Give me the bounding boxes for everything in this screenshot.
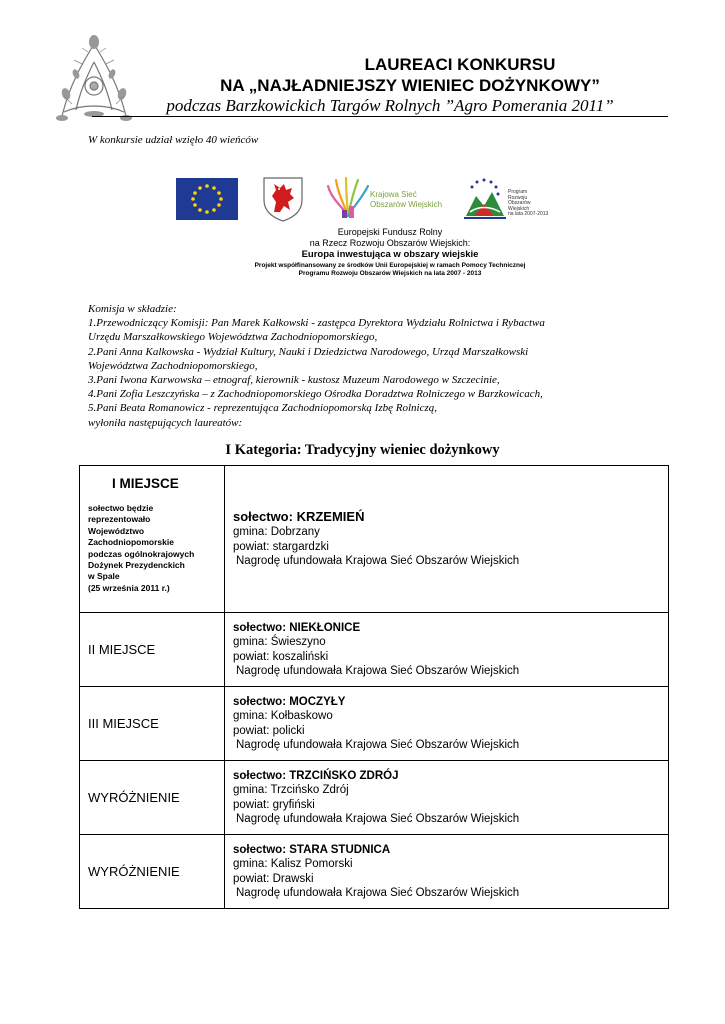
gmina-text: gmina: Kołbaskowo — [233, 710, 333, 722]
ksow-network-logo — [324, 176, 372, 220]
laureate-cell — [225, 761, 669, 835]
prow-logo-line4: Wiejskich — [508, 205, 530, 212]
place-note-line: (25 września 2011 r.) — [88, 582, 170, 593]
committee-line: 5.Pani Beata Romanowicz - reprezentująca Zachodniopomorską Izbę Rolniczą, — [88, 402, 437, 415]
laureate-cell — [225, 687, 669, 761]
category-heading: I Kategoria: Tradycyjny wieniec dożynkowy — [225, 442, 500, 458]
fund-line2: na Rzecz Rozwoju Obszarów Wiejskich: — [309, 238, 471, 248]
page-title-line1: LAUREACI KONKURSU — [364, 55, 556, 74]
place-note-line: Województwo — [88, 525, 145, 536]
place-note-line: Dożynek Prezydenckich — [88, 560, 185, 571]
fund-line5: Programu Rozwoju Obszarów Wiejskich na lata 2007 - 2013 — [298, 270, 482, 277]
fund-line3: Europa inwestująca w obszary wiejskie — [301, 249, 479, 260]
prow-program-logo — [460, 176, 508, 222]
fund-line4: Projekt współfinansowany ze środków Unii Europejskiej w ramach Pomocy Technicznej — [254, 262, 526, 269]
committee-line: wyłoniła następujących laureatów: — [88, 416, 243, 429]
committee-line: 2.Pani Anna Kalkowska - Wydział Kultury, Nauki i Dziedzictwa Narodowego, Urząd Marszałkowski — [88, 345, 529, 358]
table-row — [80, 613, 669, 687]
ksow-logo-line1: Krajowa Sieć — [370, 190, 417, 199]
solectwo-name: sołectwo: TRZCIŃSKO ZDRÓJ — [233, 769, 399, 782]
prow-logo-line1: Program — [508, 189, 528, 195]
prize-text: Nagrodę ufundowała Krajowa Sieć Obszarów Wiejskich — [236, 665, 520, 677]
prize-text: Nagrodę ufundowała Krajowa Sieć Obszarów Wiejskich — [236, 555, 520, 567]
place-label: III MIEJSCE — [80, 687, 225, 761]
place-note — [88, 503, 224, 594]
place-cell — [80, 466, 225, 613]
committee-line: Komisja w składzie: — [88, 303, 177, 315]
powiat-text: powiat: gryfiński — [233, 798, 315, 811]
prow-logo-line3: Obszarów — [508, 200, 531, 207]
gmina-text: gmina: Trzcińsko Zdrój — [233, 784, 349, 796]
table-row — [80, 835, 669, 909]
prow-logo-line2: Rozwoju — [508, 194, 528, 201]
powiat-text: powiat: Drawski — [233, 872, 314, 885]
prize-text: Nagrodę ufundowała Krajowa Sieć Obszarów Wiejskich — [236, 739, 520, 751]
laureate-cell — [225, 835, 669, 909]
gmina-text: gmina: Dobrzany — [233, 526, 320, 538]
laureate-cell — [225, 613, 669, 687]
solectwo-name: sołectwo: MOCZYŁY — [233, 695, 346, 708]
table-row — [80, 687, 669, 761]
place-note-line: podczas ogólnokrajowych — [88, 548, 195, 559]
committee-line: Urzędu Marszałkowskiego Województwa Zachodniopomorskiego, — [88, 331, 378, 344]
place-label: WYRÓŻNIENIE — [80, 835, 225, 909]
gmina-text: gmina: Kalisz Pomorski — [233, 858, 353, 870]
prow-logo-line5: na lata 2007-2013 — [508, 211, 549, 218]
committee-line: 3.Pani Iwona Karwowska – etnograf, kierownik - kustosz Muzeum Narodowego w Szczecinie, — [88, 374, 500, 387]
fund-statement — [210, 227, 570, 278]
solectwo-name: sołectwo: NIEKŁONICE — [233, 621, 361, 634]
fund-line1: Europejski Fundusz Rolny — [337, 227, 443, 237]
committee-line: 1.Przewodniczący Komisji: Pan Marek Kałkowski - zastępca Dyrektora Wydziału Rolnictwa i Rybactwa — [88, 317, 545, 330]
solectwo-name: sołectwo: KRZEMIEŃ — [233, 508, 365, 524]
place-note-line: w Spale — [88, 571, 120, 582]
results-table — [79, 465, 669, 909]
table-row — [80, 466, 669, 613]
solectwo-name: sołectwo: STARA STUDNICA — [233, 843, 391, 856]
griffin-coat-of-arms-logo — [262, 176, 304, 222]
place-label: I MIEJSCE — [112, 476, 179, 491]
place-label: WYRÓŻNIENIE — [80, 761, 225, 835]
prow-logo-text — [508, 190, 548, 218]
committee-line: 4.Pani Zofia Leszczyńska – z Zachodniopomorskiego Ośrodka Doradztwa Rolniczego w Barzkowicach, — [88, 388, 543, 401]
title-divider — [92, 116, 668, 117]
gmina-text: gmina: Świeszyno — [233, 636, 326, 648]
laureate-cell — [225, 466, 669, 613]
prize-text: Nagrodę ufundowała Krajowa Sieć Obszarów Wiejskich — [236, 887, 520, 899]
place-note-line: Zachodniopomorskie — [88, 537, 174, 548]
powiat-text: powiat: koszaliński — [233, 650, 329, 663]
intro-text: W konkursie udział wzięło 40 wieńców — [88, 134, 259, 146]
powiat-text: powiat: stargardzki — [233, 540, 329, 553]
page-title-line2: NA „NAJŁADNIEJSZY WIENIEC DOŻYNKOWY” — [220, 76, 600, 95]
place-note-line: reprezentowało — [88, 514, 151, 525]
place-note-line: sołectwo będzie — [88, 503, 154, 513]
powiat-text: powiat: policki — [233, 724, 305, 737]
committee-section — [88, 302, 648, 430]
table-row — [80, 761, 669, 835]
prize-text: Nagrodę ufundowała Krajowa Sieć Obszarów Wiejskich — [236, 813, 520, 825]
ksow-logo-text — [370, 190, 442, 210]
eu-flag-logo — [176, 178, 238, 220]
page-subtitle: podczas Barzkowickich Targów Rolnych ”Agro Pomerania 2011” — [166, 96, 614, 115]
ksow-logo-line2: Obszarów Wiejskich — [370, 200, 443, 209]
committee-line: Województwa Zachodniopomorskiego, — [88, 359, 258, 372]
place-label: II MIEJSCE — [80, 613, 225, 687]
